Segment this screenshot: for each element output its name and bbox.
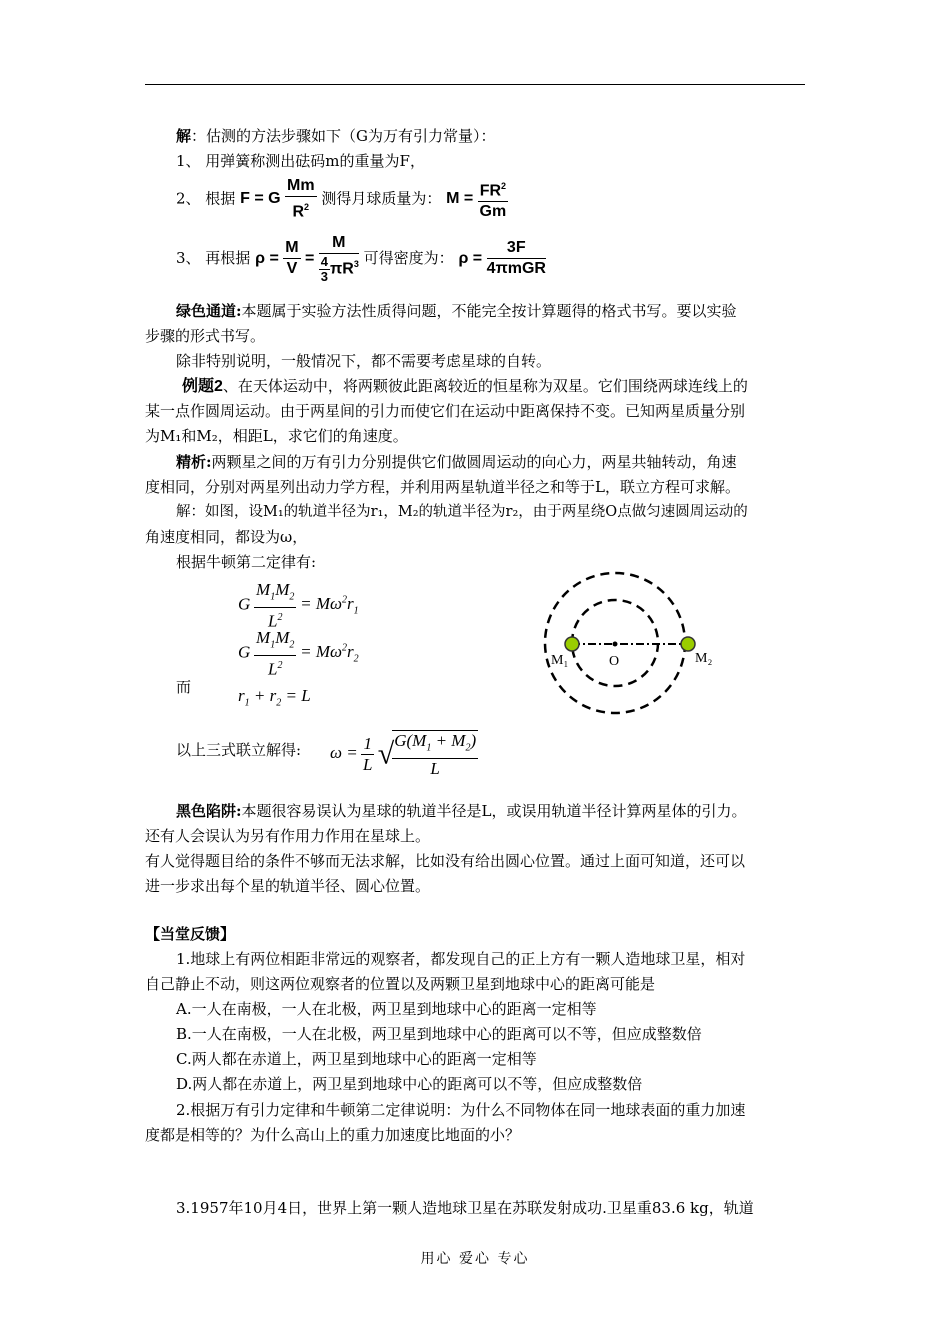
q1-line1: 1.地球上有两位相距非常远的观察者，都发现自己的正上方有一颗人造地球卫星，相对	[176, 950, 746, 968]
binary-star-diagram	[535, 568, 735, 718]
green-channel-line2: 步骤的形式书写。	[145, 327, 266, 345]
example2-line3: 为M₁和M₂，相距L，求它们的角速度。	[145, 427, 408, 445]
formula-moon-mass: M = $\frac{FR^2}{Gm}$	[446, 190, 508, 207]
q2-line2: 度都是相等的？为什么高山上的重力加速度比地面的小？	[145, 1126, 521, 1144]
black-trap-line4: 进一步求出每个星的轨道半径、圆心位置。	[145, 877, 431, 895]
equation-3: $r_1 + r_2 = L$	[238, 686, 311, 709]
note: 除非特别说明，一般情况下，都不需要考虑星球的自转。	[176, 352, 552, 370]
solution2-line3: 根据牛顿第二定律有:	[176, 553, 317, 571]
q1-line2: 自己静止不动，则这两位观察者的位置以及两颗卫星到地球中心的距离可能是	[145, 975, 656, 993]
q1-option-b: B.一人在南极，一人在北极，两卫星到地球中心的距离可以不等，但应成整数倍	[176, 1025, 702, 1043]
combined-label: 以上三式联立解得:	[176, 741, 302, 759]
equation-1: G $\frac{M_1M_2}{L^2}$ = $M\omega^2r_1$	[238, 580, 359, 632]
black-trap-line1: 黑色陷阱:本题很容易误认为星球的轨道半径是L，或误用轨道半径计算两星体的引力。	[176, 802, 747, 820]
and-label: 而	[176, 678, 192, 696]
black-trap-line2: 还有人会误认为另有作用力作用在星球上。	[145, 827, 431, 845]
formula-density-def: ρ = $\frac{M}{V}$ = M $\frac{4}{3}$ $\pi R^3$	[255, 234, 359, 285]
example2-line1: 例题2、在天体运动中，将两颗彼此距离较近的恒星称为双星。它们围绕两球连线上的	[182, 377, 748, 395]
example2-line2: 某一点作圆周运动。由于两星间的引力而使它们在运动中距离保持不变。已知两星质量分别	[145, 402, 746, 420]
star-m1	[565, 637, 579, 651]
step-1: 1、 用弹簧称测出砝码m的重量为F，	[176, 152, 425, 170]
formula-gravity: F = G $\frac{Mm}{R^2}$	[240, 177, 315, 221]
q2-line1: 2.根据万有引力定律和牛顿第二定律说明：为什么不同物体在同一地球表面的重力加速	[176, 1101, 746, 1119]
label-m2: M₂	[695, 651, 713, 666]
solution2-line2: 角速度相同，都设为ω，	[145, 528, 308, 546]
star-m2	[681, 637, 695, 651]
q3-line1: 3.1957年10月4日，世界上第一颗人造地球卫星在苏联发射成功.卫星重83.6 kg，轨道	[176, 1199, 754, 1217]
step-2: 2、 根据 F = G $\frac{Mm}{R^2}$ 测得月球质量为： M = $\frac{FR^2}{Gm}$	[176, 177, 507, 221]
q1-option-d: D.两人都在赤道上，两卫星到地球中心的距离可以不等，但应成整数倍	[176, 1075, 643, 1093]
q1-option-c: C.两人都在赤道上，两卫星到地球中心的距离一定相等	[176, 1050, 537, 1068]
solution2-line1: 解：如图，设M₁的轨道半径为r₁，M₂的轨道半径为r₂，由于两星绕O点做匀速圆周运动的	[176, 504, 748, 520]
center-point	[613, 642, 618, 647]
q1-option-a: A.一人在南极，一人在北极，两卫星到地球中心的距离一定相等	[176, 1000, 597, 1018]
formula-density-result: ρ = $\frac{3F}{\text{4πmGR}}$	[458, 239, 546, 278]
header-rule	[145, 84, 805, 85]
green-channel-line1: 绿色通道:本题属于实验方法性质得问题，不能完全按计算题得的格式书写。要以实验	[176, 302, 737, 320]
page-footer: 用心 爱心 专心	[420, 1251, 530, 1267]
analysis-line1: 精析:两颗星之间的万有引力分别提供它们做圆周运动的向心力，两星共轴转动，角速	[176, 453, 737, 471]
step-3: 3、 再根据 ρ = $\frac{M}{V}$ = M $\frac{4}{3}$ $\pi R^3$ 可得密度为： ρ = $\frac{3F}{\text{4πmGR}}$	[176, 234, 546, 285]
solution-intro: 解：估测的方法步骤如下（G为万有引力常量）：	[176, 127, 496, 145]
equation-result: ω = $\frac{1}{L}$ √ $\frac{G(M_1 + M_2)}{L}$	[330, 731, 477, 779]
label-m1: M₁	[551, 653, 569, 668]
black-trap-line3: 有人觉得题目给的条件不够而无法求解，比如没有给出圆心位置。通过上面可知道，还可以	[145, 852, 746, 870]
analysis-line2: 度相同，分别对两星列出动力学方程，并利用两星轨道半径之和等于L，联立方程可求解。	[145, 478, 740, 496]
equation-2: G $\frac{M_1M_2}{L^2}$ = $M\omega^2r_2$	[238, 628, 359, 680]
feedback-heading: 【当堂反馈】	[145, 925, 236, 943]
label-o: O	[609, 654, 620, 669]
